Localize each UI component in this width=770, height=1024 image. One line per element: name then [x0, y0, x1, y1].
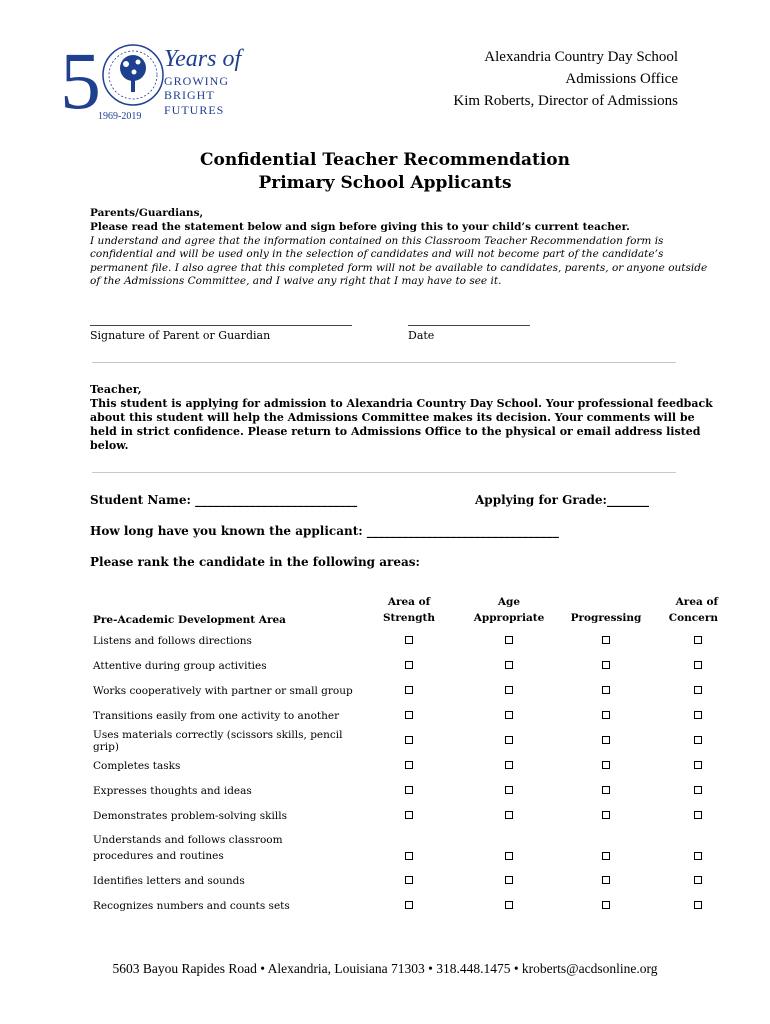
- row-label: Expresses thoughts and ideas: [93, 784, 252, 797]
- table-row: [88, 728, 728, 753]
- row-label: Listens and follows directions: [93, 634, 252, 647]
- progressing-checkbox[interactable]: [602, 901, 610, 909]
- age-appropriate-checkbox[interactable]: [505, 736, 513, 744]
- strength-checkbox[interactable]: [405, 901, 413, 909]
- teacher-text-line-2: about this student will help the Admissions Committee makes its decision. Your comments will be: [90, 411, 695, 424]
- progressing-checkbox[interactable]: [602, 786, 610, 794]
- header-school: Alexandria Country Day School: [484, 49, 678, 65]
- strength-column-header: [358, 588, 460, 628]
- concern-checkbox[interactable]: [694, 901, 702, 909]
- row-label: Works cooperatively with partner or small group: [93, 684, 353, 697]
- table-row: [88, 828, 728, 868]
- concern-header-line-2: Concern: [668, 612, 718, 624]
- age-appropriate-column-header: [460, 588, 558, 628]
- parents-statement-line-3: permanent file. I also agree that this completed form will not be available to candidates, parents, or anyone outside: [90, 262, 708, 274]
- student-name-field[interactable]: Student Name: ___________________________: [90, 493, 358, 507]
- applying-grade-field[interactable]: Applying for Grade:_______: [475, 493, 649, 507]
- footer-contact: 5603 Bayou Rapides Road • Alexandria, Louisiana 71303 • 318.448.1475 • kroberts@acdsonline.org: [112, 961, 658, 976]
- age-header-line-1: Age: [497, 596, 521, 608]
- concern-checkbox[interactable]: [694, 711, 702, 719]
- divider: [92, 472, 676, 473]
- table-row: [88, 893, 728, 918]
- page-subtitle: Primary School Applicants: [258, 173, 512, 193]
- table-row: [88, 628, 728, 653]
- row-label: Identifies letters and sounds: [93, 874, 245, 887]
- progressing-checkbox[interactable]: [602, 636, 610, 644]
- parents-statement-line-4: of the Admissions Committee, and I waive any right that I may have to see it.: [90, 275, 502, 287]
- concern-checkbox[interactable]: [694, 736, 702, 744]
- age-appropriate-checkbox[interactable]: [505, 661, 513, 669]
- school-logo: [58, 35, 268, 128]
- table-header-row: [88, 588, 728, 628]
- table-row: [88, 803, 728, 828]
- teacher-text-line-1: This student is applying for admission to Alexandria Country Day School. Your professional feedback: [90, 397, 713, 410]
- logo-bright-text: BRIGHT FUTURES: [164, 88, 225, 117]
- progressing-checkbox[interactable]: [602, 852, 610, 860]
- table-row: [88, 653, 728, 678]
- age-appropriate-checkbox[interactable]: [505, 852, 513, 860]
- header-office: Admissions Office: [565, 71, 678, 87]
- row-label: Transitions easily from one activity to another: [93, 709, 340, 722]
- strength-checkbox[interactable]: [405, 686, 413, 694]
- age-appropriate-checkbox[interactable]: [505, 901, 513, 909]
- age-appropriate-checkbox[interactable]: [505, 686, 513, 694]
- divider: [92, 362, 676, 363]
- progressing-checkbox[interactable]: [602, 876, 610, 884]
- rank-prompt: Please rank the candidate in the following areas:: [90, 555, 420, 569]
- strength-checkbox[interactable]: [405, 661, 413, 669]
- progressing-checkbox[interactable]: [602, 811, 610, 819]
- age-appropriate-checkbox[interactable]: [505, 811, 513, 819]
- row-label: Recognizes numbers and counts sets: [93, 899, 290, 912]
- concern-header-line-1: Area of: [675, 596, 718, 608]
- concern-checkbox[interactable]: [694, 761, 702, 769]
- date-line[interactable]: [408, 325, 530, 326]
- row-label: Understands and follows classroom procedures and routines: [93, 834, 283, 862]
- concern-checkbox[interactable]: [694, 661, 702, 669]
- age-appropriate-checkbox[interactable]: [505, 786, 513, 794]
- row-label: Attentive during group activities: [93, 659, 267, 672]
- age-appropriate-checkbox[interactable]: [505, 711, 513, 719]
- age-header-line-2: Appropriate: [473, 612, 545, 624]
- concern-checkbox[interactable]: [694, 811, 702, 819]
- strength-checkbox[interactable]: [405, 711, 413, 719]
- known-applicant-field[interactable]: How long have you known the applicant: ________________________________: [90, 524, 559, 538]
- logo-number: 5: [60, 35, 101, 126]
- progressing-column-header: [558, 588, 654, 628]
- strength-checkbox[interactable]: [405, 786, 413, 794]
- page-title: Confidential Teacher Recommendation: [200, 150, 570, 170]
- concern-checkbox[interactable]: [694, 786, 702, 794]
- progressing-checkbox[interactable]: [602, 736, 610, 744]
- parents-heading: Parents/Guardians,: [90, 207, 204, 219]
- signature-line[interactable]: [90, 325, 352, 326]
- row-label: Demonstrates problem-solving skills: [93, 809, 287, 822]
- strength-header-line-2: Strength: [382, 612, 436, 624]
- progressing-checkbox[interactable]: [602, 661, 610, 669]
- teacher-text-line-4: below.: [90, 439, 129, 452]
- table-row: [88, 703, 728, 728]
- signature-label: Signature of Parent or Guardian: [90, 329, 271, 342]
- strength-checkbox[interactable]: [405, 852, 413, 860]
- concern-checkbox[interactable]: [694, 636, 702, 644]
- concern-checkbox[interactable]: [694, 686, 702, 694]
- strength-checkbox[interactable]: [405, 876, 413, 884]
- progressing-checkbox[interactable]: [602, 761, 610, 769]
- row-label: Uses materials correctly (scissors skills, pencil grip): [93, 728, 343, 753]
- table-row: [88, 868, 728, 893]
- ranking-table: [88, 588, 728, 918]
- logo-years-text: Years of: [164, 46, 242, 72]
- strength-checkbox[interactable]: [405, 736, 413, 744]
- strength-checkbox[interactable]: [405, 636, 413, 644]
- concern-column-header: [654, 588, 728, 628]
- row-label: Completes tasks: [93, 759, 181, 772]
- concern-checkbox[interactable]: [694, 852, 702, 860]
- logo-growing-text: GROWING: [164, 74, 229, 88]
- concern-checkbox[interactable]: [694, 876, 702, 884]
- parents-instruction: Please read the statement below and sign before giving this to your child’s current teacher.: [90, 221, 630, 233]
- parents-statement-line-1: I understand and agree that the information contained on this Classroom Teacher Recommendation form is: [90, 235, 664, 247]
- date-label: Date: [408, 329, 435, 342]
- header-director: Kim Roberts, Director of Admissions: [453, 93, 678, 109]
- age-appropriate-checkbox[interactable]: [505, 761, 513, 769]
- age-appropriate-checkbox[interactable]: [505, 636, 513, 644]
- tree-emblem-icon: [98, 40, 168, 110]
- parents-statement-line-2: confidential and will be used only in the selection of candidates and will not become part of the candidate’s: [90, 248, 664, 260]
- teacher-heading: Teacher,: [90, 383, 142, 396]
- table-row: [88, 778, 728, 803]
- strength-checkbox[interactable]: [405, 811, 413, 819]
- age-appropriate-checkbox[interactable]: [505, 876, 513, 884]
- table-row: [88, 753, 728, 778]
- strength-header-line-1: Area of: [387, 596, 431, 608]
- table-row: [88, 678, 728, 703]
- logo-dates-text: 1969-2019: [98, 111, 142, 122]
- progressing-header-line-2: Progressing: [570, 612, 642, 624]
- area-column-header: Pre-Academic Development Area: [93, 614, 286, 626]
- progressing-checkbox[interactable]: [602, 686, 610, 694]
- progressing-checkbox[interactable]: [602, 711, 610, 719]
- teacher-text-line-3: held in strict confidence. Please return to Admissions Office to the physical or email address listed: [90, 425, 701, 438]
- strength-checkbox[interactable]: [405, 761, 413, 769]
